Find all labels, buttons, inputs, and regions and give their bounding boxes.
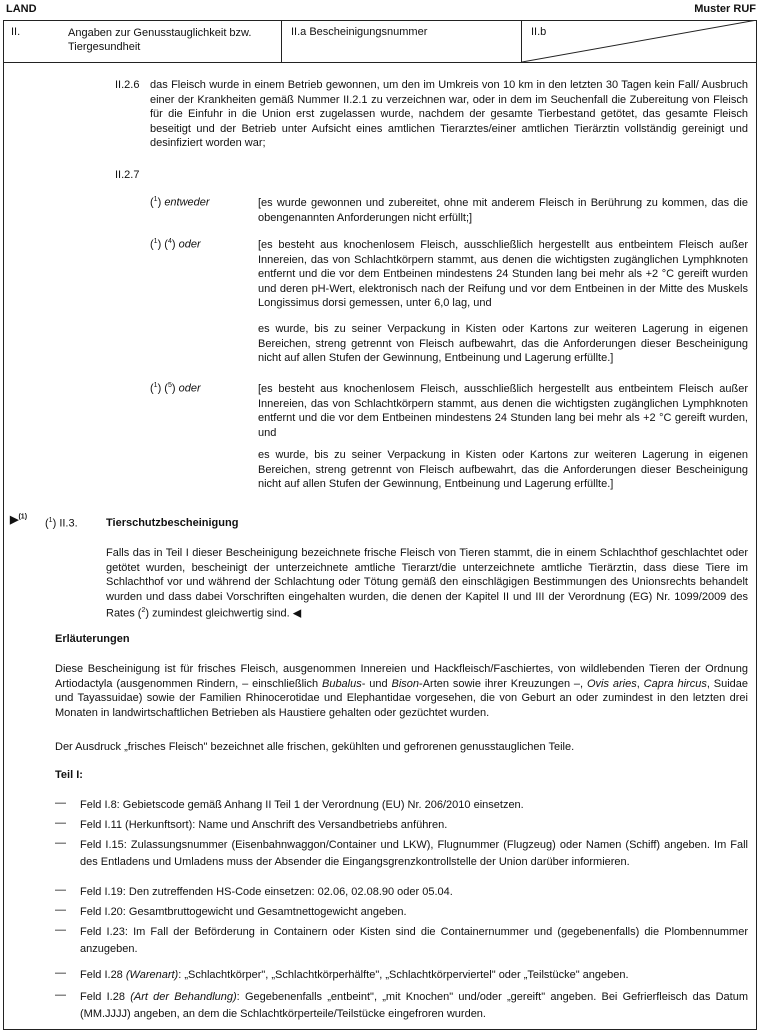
iib-label: II.b [531,26,547,38]
field-note: Feld I.15: Zulassungsnummer (Eisenbahnwaggon/Container und LKW), Flugnummer (Flugzeug) oder Namen (Schiff) angeben. Im Fall des Entladens und Umladens muss der Absender die Eingangsgrenzkontrollstelle der Union darüber informieren. [80,839,748,868]
certificate-number-label: II.a Bescheinigungsnummer [291,26,428,38]
notes-title: Erläuterungen [55,633,130,645]
option-label: ($^1$) ($^5$) oder [150,382,201,395]
clause-title: Tierschutzbescheinigung [106,517,239,529]
field-note: Feld I.8: Gebietscode gemäß Anhang II Teil 1 der Verordnung (EU) Nr. 206/2010 einsetzen. [80,799,524,811]
option-text: [es wurde gewonnen und zubereitet, ohne mit anderem Fleisch in Berührung zu kommen, das die obengenannten Anforderungen nicht erfüllt;] [258,197,748,224]
section-number: II. [11,26,21,38]
field-note: Feld I.20: Gesamtbruttogewicht und Gesamtnettogewicht angeben. [80,906,407,918]
option-text: es wurde, bis zu seiner Verpackung in Kisten oder Kartons zur weiteren Lagerung in eigenen Bereichen, streng getrennt von Fleisch aufbewahrt, das die Anforderungen dieser Bescheinigung nicht auf allen Stufen der Gewinnung, Entbeinung und Lagerung erfüllte.] [258,449,748,491]
dash: — [55,924,66,936]
model-label: Muster RUF [694,3,756,15]
dash: — [55,967,66,979]
section-title: Angaben zur Genusstauglichkeit bzw. Tiergesundheit [68,27,252,53]
option-text: [es besteht aus knochenlosem Fleisch, ausschließlich hergestellt aus entbeintem Fleisch außer Innereien, das von Schlachtkörpern stammt, aus denen die wichtigsten zugänglichen Lymphknoten entfernt und die vor dem Entbeinen mindestens 24 Stunden lang bei mehr als +2 °C gereift wurden und deren pH-Wert, elektronisch nach der Reifung und vor dem Entbeinen in der Mitte des Muskels Longissimus dorsi gemessen, unter 6,0 lag, und [258,239,748,310]
clause-number: ($^1$) II.3. [45,517,78,530]
clause-text: das Fleisch wurde in einem Betrieb gewonnen, um den im Umkreis von 10 km in den letzten 30 Tagen kein Fall/ Ausbruch einer der Krankheiten gemäß Nummer II.2.1 zu verzeichnen war, oder in dem im Seuchenfall die Zubereitung von Fleisch für die Einfuhr in die Union erst zugelassen wurde, nachdem der gesamte Tierbestand getötet, das gesamte Fleisch beseitigt und der Betrieb unter Aufsicht eines amtlichen Tierarztes/einer amtlichen Tierärztin vollständig gereinigt und desinfiziert worden war; [150,79,748,150]
option-text: es wurde, bis zu seiner Verpackung in Kisten oder Kartons zur weiteren Lagerung in eigenen Bereichen, streng getrennt von Fleisch aufbewahrt, das die Anforderungen dieser Bescheinigung nicht auf allen Stufen der Gewinnung, Entbeinung und Lagerung erfüllte.] [258,323,748,365]
dash: — [55,989,66,1001]
dash: — [55,904,66,916]
dash: — [55,884,66,896]
option-label: ($^1$) entweder [150,196,210,209]
clause-number: II.2.6 [115,79,140,91]
diagonal-strike [522,20,757,62]
field-note: Feld I.28 (Warenart): „Schlachtkörper", „Schlachtkörperhälfte", „Schlachtkörperviertel" oder „Teilstücke" angeben. [80,969,629,981]
table-header [3,20,757,63]
dash: — [55,837,66,849]
field-note: Feld I.28 (Art der Behandlung): Gegebenenfalls „entbeint", „mit Knochen" und/oder „gereift" angeben. Bei Gefrierfleisch das Datum (MM.JJJJ) angeben, an dem die Schlachtkörperteile/Teilstücke eingefroren wurden. [80,991,748,1020]
notes-paragraph: Diese Bescheinigung ist für frisches Fleisch, ausgenommen Innereien und Hackfleisch/Faschiertes, von wildlebenden Tieren der Ordnung Artiodactyla (ausgenommen Rindern, – einschließlich Bubalus- und Bison-Arten sowie ihrer Kreuzungen –, Ovis aries, Capra hircus, Suidae und Tayassuidae) sowie der Familien Rhinocerotidae und Elephantidae vorgesehen, die von Geburt an oder zumindest in den letzten drei Monaten in landwirtschaftlichen Betrieben als Haustiere gehalten oder gezüchtet wurden. [55,663,748,719]
option-text: [es besteht aus knochenlosem Fleisch, ausschließlich hergestellt aus entbeintem Fleisch außer Innereien, das von Schlachtkörpern stammt, aus denen die wichtigsten zugänglichen Lymphknoten entfernt und die vor dem Entbeinen mindestens 24 Stunden lang bei mehr als +2 °C gereift wurden, und [258,383,748,439]
part-heading: Teil I: [55,769,83,781]
field-note: Feld I.23: Im Fall der Beförderung in Containern oder Kisten sind die Containernummer und (gegebenenfalls) die Plombennummer anzugeben. [80,926,748,955]
amendment-marker: ▶$^{(1)}$ [10,513,28,526]
clause-number: II.2.7 [115,169,140,181]
clause-text: Falls das in Teil I dieser Bescheinigung bezeichnete frische Fleisch von Tieren stammt, die in einem Schlachthof geschlachtet oder getötet wurden, bescheinigt der unterzeichnete amtliche Tierarzt/die unterzeichnete amtliche Tierärztin, dass diese Tiere im Schlachthof vor und während der Schlachtung oder Tötung gemäß den einschlägigen Bestimmungen des Unionsrechts behandelt wurden und dass dabei Vorschriften eingehalten wurden, die denen der Kapitel II und III der Verordnung (EG) Nr. 1099/2009 des Rates ($^2$) zumindest gleichwertig sind. ◀ [106,547,748,621]
country-label: LAND [6,3,37,15]
dash: — [55,797,66,809]
field-note: Feld I.19: Den zutreffenden HS-Code einsetzen: 02.06, 02.08.90 oder 05.04. [80,886,453,898]
dash: — [55,817,66,829]
field-note: Feld I.11 (Herkunftsort): Name und Anschrift des Versandbetriebs anführen. [80,819,448,831]
option-label: ($^1$) ($^4$) oder [150,238,201,251]
notes-paragraph: Der Ausdruck „frisches Fleisch" bezeichnet alle frischen, gekühlten und gefrorenen genusstauglichen Teile. [55,741,575,753]
